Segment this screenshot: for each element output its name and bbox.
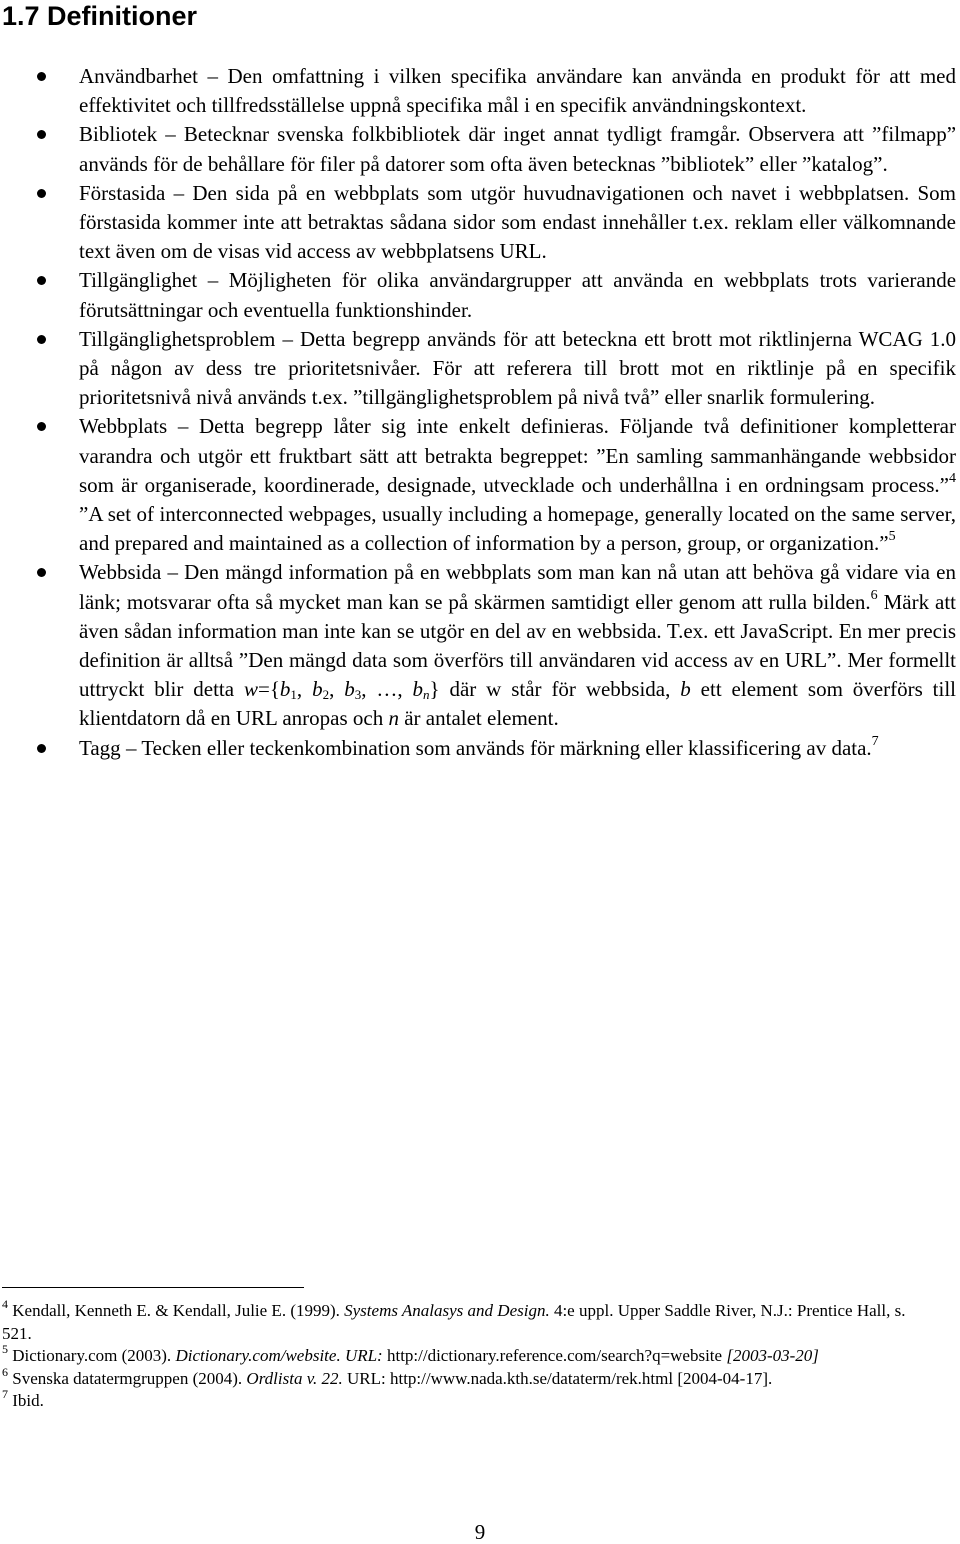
- footnote: [2, 1342, 932, 1368]
- definition-text: Den omfattning i vilken specifika användare kan använda en produkt för att med effektivitet och tillfredsställelse uppnå specifika mål i en specifik användningskontext.: [79, 64, 957, 118]
- footnote-title: Systems Analasys and Design.: [344, 1301, 550, 1320]
- definition-text: Betecknar svenska folkbibliotek där inget annat tydligt framgår. Observera att ”filmapp” används för de behållare för filer på datorer som ofta även betecknas ”bibliotek” eller ”katalog”.: [79, 122, 957, 176]
- footnote: [2, 1387, 932, 1413]
- definition-text-continued: är antalet element.: [404, 706, 559, 731]
- definition-text: Möjligheten för olika användargrupper att använda en webbplats trots varierande förutsättningar och eventuella funktionshinder.: [79, 268, 957, 322]
- footnote-number: 4: [2, 1297, 8, 1311]
- definition-item: [0, 412, 956, 558]
- dash: –: [282, 326, 293, 351]
- quote-swedish: ”En samling sammanhängande webbsidor som är organiserade, koordinerade, designade, utvecklade och underhållna i en ordningsam process.”: [79, 443, 957, 497]
- formula: $w=\{b_1$, $b_2$, $b_3$, …, $b_n$}: [243, 677, 440, 703]
- dash: –: [125, 735, 137, 760]
- definition-item: [0, 179, 956, 267]
- definition-text: Tecken eller teckenkombination som används för märkning eller klassificering av data.: [141, 735, 872, 760]
- definition-term: Webbsida: [79, 560, 162, 585]
- definition-term: Tagg: [79, 735, 121, 760]
- page-number: 9: [474, 1520, 486, 1544]
- footnotes: [2, 1297, 932, 1413]
- definition-text-continued: ett element som överförs till klientdatorn då en URL anropas och: [79, 677, 957, 731]
- variable: n: [388, 706, 399, 731]
- footnote-ref[interactable]: 7: [871, 733, 879, 749]
- dash: –: [207, 64, 218, 88]
- dash: –: [165, 122, 176, 147]
- definition-term: Tillgänglighet: [79, 268, 198, 293]
- dash: –: [207, 268, 219, 293]
- footnote-number: 6: [2, 1364, 8, 1379]
- definition-term: Förstasida: [79, 180, 166, 205]
- bullet-icon: [37, 276, 46, 285]
- definition-text: Den mängd information på en webbplats som man kan nå utan att behöva gå vidare via en länk; motsvarar ofta så mycket man kan se på skärmen samtidigt eller genom att rulla bilden.: [79, 560, 957, 614]
- bullet-icon: [37, 422, 46, 431]
- bullet-icon: [37, 335, 46, 344]
- footnote-text: Svenska datatermgruppen (2004).: [12, 1368, 243, 1388]
- footnote-text: URL: http://www.nada.kth.se/dataterm/rek.html [2004-04-17].: [347, 1368, 773, 1388]
- definition-term: Användbarhet: [79, 64, 198, 88]
- definition-term: Bibliotek: [79, 122, 158, 147]
- definition-item: [0, 266, 956, 324]
- footnote-separator: [2, 1287, 304, 1288]
- quote-english: ”A set of interconnected webpages, usually including a homepage, generally located on the same server, and prepared and maintained as a collection of information by a person, group, or organization.”: [79, 502, 956, 556]
- footnote-date: [2003-03-20]: [726, 1346, 819, 1365]
- definition-term: Tillgänglighetsproblem: [79, 326, 276, 351]
- dash: –: [173, 180, 185, 205]
- footnote-title: Dictionary.com/website. URL:: [175, 1346, 383, 1365]
- definition-item: [0, 734, 956, 763]
- bullet-icon: [37, 189, 46, 198]
- definition-text-continued: Märk att även sådan information man inte kan se utgör en del av en webbsida. T.ex. ett JavaScript. En mer precis definition är alltså ”Den mängd data som överförs till användaren vid access av en URL”. Mer formellt uttryckt blir detta: [79, 589, 957, 702]
- definition-term: Webbplats: [79, 414, 168, 439]
- footnote: [2, 1364, 932, 1391]
- bullet-icon: [37, 744, 46, 753]
- footnote-text: Dictionary.com (2003).: [12, 1346, 172, 1365]
- definitions-list: [0, 62, 956, 763]
- definition-text: Den sida på en webbplats som utgör huvudnavigationen och navet i webbplatsen. Som förstasida kommer inte att betraktas sådana sidor som endast innehåller t.ex. reklam eller välkomnande text även om de visas vid access av webbplatsens URL.: [79, 180, 956, 264]
- footnote-text: Kendall, Kenneth E. & Kendall, Julie E. (1999).: [12, 1301, 340, 1320]
- footnote-title: Ordlista v. 22.: [246, 1368, 343, 1388]
- section-heading: 1.7 Definitioner: [2, 1, 198, 31]
- footnote-text: Ibid.: [12, 1391, 44, 1410]
- footnote-number: 7: [2, 1387, 8, 1401]
- bullet-icon: [37, 72, 46, 81]
- dash: –: [177, 414, 189, 439]
- bullet-icon: [37, 568, 46, 577]
- bullet-icon: [37, 130, 46, 139]
- footnote-ref[interactable]: 4: [949, 470, 956, 486]
- definition-item: [0, 325, 956, 413]
- footnote-url[interactable]: http://dictionary.reference.com/search?q=website: [386, 1346, 723, 1365]
- footnote: [2, 1297, 932, 1345]
- definition-text-continued: där w står för webbsida,: [449, 677, 671, 702]
- definition-item: [0, 62, 956, 120]
- definition-item: [0, 120, 956, 178]
- footnote-number: 5: [2, 1342, 8, 1356]
- definition-text: Detta begrepp används för att beteckna ett brott mot riktlinjerna WCAG 1.0 på någon av dess tre prioritetsnivåer. För att referera till brott mot en riktlinje på en specifik prioritetsnivå nivå används t.ex. ”tillgänglighetsproblem på nivå två” eller snarlik formulering.: [79, 326, 957, 410]
- dash: –: [167, 560, 178, 585]
- variable: b: [680, 677, 691, 702]
- definition-item: [0, 558, 956, 733]
- footnote-ref[interactable]: 6: [870, 587, 878, 603]
- footnote-ref[interactable]: 5: [888, 529, 896, 545]
- definition-text: Detta begrepp låter sig inte enkelt definieras. Följande två definitioner kompletterar varandra och utgör ett fruktbart sätt att betrakta begreppet:: [79, 414, 956, 468]
- footnote-text: 4:e uppl. Upper Saddle River, N.J.: Prentice Hall, s. 521.: [2, 1301, 906, 1343]
